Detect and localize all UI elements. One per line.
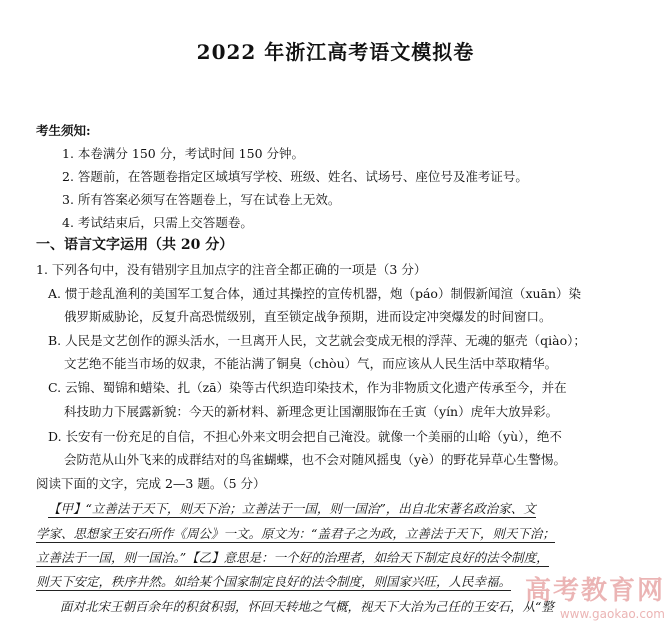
passage-line: 面对北宋王朝百余年的积贫积弱，怀回天转地之气概，视天下大治为己任的王安石，从“整	[60, 599, 554, 614]
notice-item: 3. 所有答案必须写在答题卷上，写在试卷上无效。	[62, 192, 341, 207]
option-c-line2: 科技助力下展露新貌：今天的新材料、新理念更让国潮服饰在壬寅（yín）虎年大放异彩。	[64, 404, 559, 419]
option-d-line1: D. 长安有一份充足的自信，不担心外来文明会把自己淹没。就像一个美丽的山峪（yù），绝不	[48, 429, 562, 444]
watermark-logo	[525, 570, 665, 621]
notice-item: 2. 答题前，在答题卷指定区域填写学校、班级、姓名、试场号、座位号及准考证号。	[62, 169, 528, 184]
option-b-line2: 文艺绝不能当市场的奴隶，不能沾满了铜臭（chòu）气，而应该从人民生活中萃取精华。	[64, 356, 558, 371]
notice-heading: 考生须知:	[36, 123, 91, 138]
option-a-line2: 俄罗斯威胁论，反复升高恐慌级别，直至锁定战争预期，进而设定冲突爆发的时间窗口。	[64, 309, 552, 324]
option-b-line1: B. 人民是文艺创作的源头活水，一旦离开人民，文艺就会变成无根的浮萍、无魂的躯壳（qiào）；	[48, 333, 586, 348]
watermark-url: www.gaokao.com	[559, 607, 665, 621]
option-a-line1: A. 惯于趁乱渔利的美国军工复合体，通过其操控的宣传机器，炮（páo）制假新闻渲（xuān）染	[48, 286, 582, 301]
notice-item: 4. 考试结束后，只需上交答题卷。	[62, 215, 253, 230]
page-title: 2022 年浙江高考语文模拟卷	[196, 40, 475, 64]
notice-item: 1. 本卷满分 150 分，考试时间 150 分钟。	[62, 146, 305, 161]
question-stem: 1. 下列各句中，没有错别字且加点字的注音全都正确的一项是（3 分）	[36, 262, 427, 277]
option-d-line2: 会防范从山外飞来的成群结对的鸟雀蝴蝶，也不会对随风摇曳（yè）的野花异草心生警惕。	[64, 452, 566, 467]
watermark-text: 高考教育网	[524, 576, 665, 606]
passage-line: 则天下安定，秩序井然。如给某个国家制定良好的法令制度，则国家兴旺，人民幸福。	[36, 574, 512, 589]
section-heading: 一、语言文字运用（共 20 分）	[36, 237, 234, 253]
reading-intro: 阅读下面的文字，完成 2—3 题。（5 分）	[36, 476, 266, 491]
passage-line: 学家、思想家王安石所作《周公》一文。原文为：“盖君子之为政，立善法于天下，则天下治；	[36, 526, 555, 541]
passage-line: 立善法于一国，则一国治。”【乙】意思是：一个好的治理者，如给天下制定良好的法令制度，	[36, 550, 549, 565]
passage-line: 【甲】“立善法于天下，则天下治；立善法于一国，则一国治”，出自北宋著名政治家、文	[48, 501, 536, 516]
option-c-line1: C. 云锦、蜀锦和蜡染、扎（zā）染等古代织造印染技术，作为非物质文化遗产传承至今，并在	[48, 380, 567, 395]
